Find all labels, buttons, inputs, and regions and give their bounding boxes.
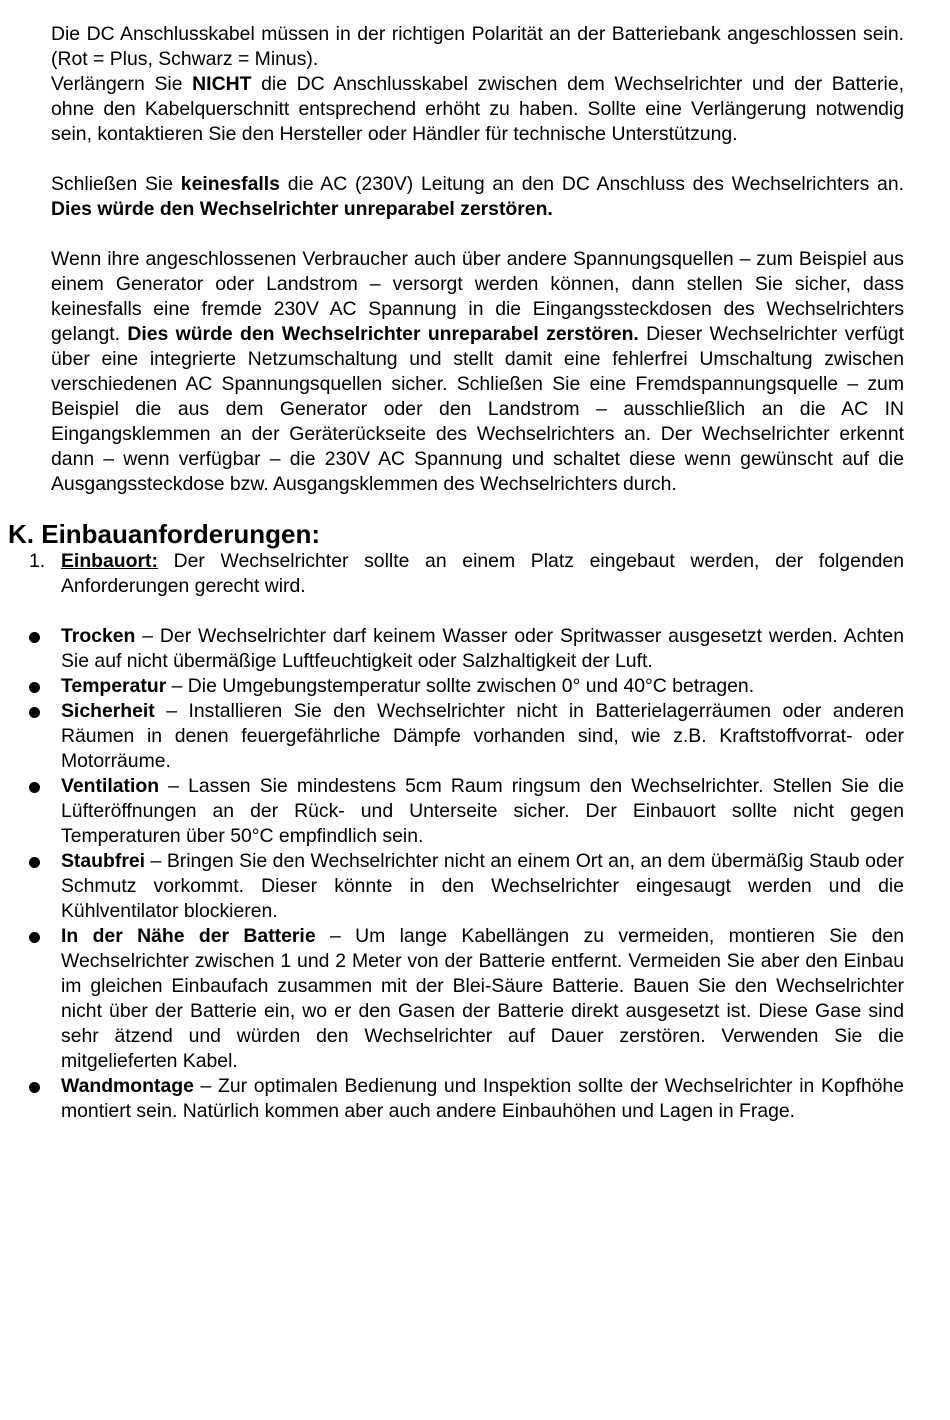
spacer	[0, 222, 950, 247]
text: Wenn ihre angeschlossenen Verbraucher auch über andere Spannungsquellen – zum Beispiel aus einem Generator oder Landstrom – versorgt werden können, dann stellen Sie sicher, dass keinesfalls eine fremde 230V AC Spannung in die Eingangssteckdosen des Wechselrichters gelangt.	[51, 248, 904, 345]
list-item	[61, 699, 904, 774]
text: – Bringen Sie den Wechselrichter nicht an einem Ort an, an dem übermäßig Staub oder Schmutz vorkommt. Dieser könnte in den Wechselrichter eingesaugt werden und die Kühlventilator blockieren.	[61, 850, 904, 922]
item-label: Staubfrei	[61, 850, 146, 872]
bullet-icon	[29, 632, 40, 643]
paragraph-polarity	[51, 22, 904, 147]
document-page	[0, 22, 950, 1124]
item-label: Wandmontage	[61, 1075, 194, 1097]
spacer	[0, 497, 950, 509]
item-label: Trocken	[61, 625, 136, 647]
warning-text: Dies würde den Wechselrichter unreparabel zerstören.	[51, 198, 553, 220]
requirements-list	[0, 624, 950, 1124]
text: – Lassen Sie mindestens 5cm Raum ringsum den Wechselrichter. Stellen Sie die Lüfteröffnungen an der Rück- und Unterseite sicher. Der Einbauort sollte nicht gegen Temperaturen über 50°C empfindlich sein.	[61, 775, 904, 847]
text: Der Wechselrichter sollte an einem Platz eingebaut werden, der folgenden Anforderungen gerecht wird.	[61, 550, 904, 597]
text: die DC Anschlusskabel zwischen dem Wechselrichter und der Batterie, ohne den Kabelquerschnitt entsprechend erhöht zu haben. Sollte eine Verlängerung notwendig sein, kontaktieren Sie den Hersteller oder Händler für technische Unterstützung.	[51, 73, 904, 145]
paragraph-external-sources	[51, 247, 904, 497]
text: – Um lange Kabellängen zu vermeiden, montieren Sie den Wechselrichter zwischen 1 und 2 Meter von der Batterie entfernt. Vermeiden Sie aber den Einbau im gleichen Einbaufach zusammen mit der Blei-Säure Batterie. Bauen Sie den Wechselrichter nicht über der Batterie ein, wo er den Gasen der Batterie direkt ausgesetzt ist. Diese Gase sind sehr ätzend und würden den Wechselrichter auf Dauer zerstören. Verwenden Sie die mitgelieferten Kabel.	[61, 925, 904, 1072]
list-item	[61, 624, 904, 674]
bullet-icon	[29, 1082, 40, 1093]
warning-text: Dies würde den Wechselrichter unreparabel zerstören.	[127, 323, 639, 345]
spacer	[0, 599, 950, 624]
emphasis: keinesfalls	[180, 173, 280, 195]
section-heading: K. Einbauanforderungen:	[8, 519, 320, 549]
item-label: Sicherheit	[61, 700, 155, 722]
text: – Der Wechselrichter darf keinem Wasser oder Spritwasser ausgesetzt werden. Achten Sie auf nicht übermäßige Luftfeuchtigkeit oder Salzhaltigkeit der Luft.	[61, 625, 904, 672]
text: – Installieren Sie den Wechselrichter nicht in Batterielagerräumen oder anderen Räumen in denen feuergefährliche Dämpfe vorhanden sind, wie z.B. Kraftstoffvorrat- oder Motorräume.	[61, 700, 904, 772]
text: Schließen Sie	[51, 173, 181, 195]
text: Die DC Anschlusskabel müssen in der richtigen Polarität an der Batteriebank angeschlossen sein. (Rot = Plus, Schwarz = Minus).	[51, 23, 904, 70]
item-label: In der Nähe der Batterie	[61, 925, 316, 947]
item-number: 1.	[29, 550, 46, 572]
list-item	[61, 1074, 904, 1124]
text: die AC (230V) Leitung an den DC Anschluss des Wechselrichters an.	[279, 173, 905, 195]
item-label: Einbauort:	[61, 550, 158, 572]
list-item	[61, 849, 904, 924]
bullet-icon	[29, 682, 40, 693]
bullet-icon	[29, 782, 40, 793]
text: Dieser Wechselrichter verfügt über eine integrierte Netzumschaltung und stellt damit eine fehlerfrei Umschaltung zwischen verschiedenen AC Spannungsquellen sicher. Schließen Sie eine Fremdspannungsquelle – zum Beispiel die aus dem Generator oder den Landstrom – ausschließlich an die AC IN Eingangsklemmen an der Geräterückseite des Wechselrichters an. Der Wechselrichter erkennt dann – wenn verfügbar – die 230V AC Spannung und schaltet diese wenn gewünscht auf die Ausgangssteckdose bzw. Ausgangsklemmen des Wechselrichters durch.	[51, 323, 904, 495]
list-item	[61, 674, 904, 699]
text: Verlängern Sie	[51, 73, 193, 95]
item-label: Temperatur	[61, 675, 167, 697]
list-item	[61, 774, 904, 849]
spacer	[0, 147, 950, 172]
numbered-item-einbauort	[29, 549, 904, 599]
bullet-icon	[29, 857, 40, 868]
text: – Die Umgebungstemperatur sollte zwischen 0° und 40°C betragen.	[166, 675, 755, 697]
item-label: Ventilation	[61, 775, 160, 797]
text: – Zur optimalen Bedienung und Inspektion sollte der Wechselrichter in Kopfhöhe montiert sein. Natürlich kommen aber auch andere Einbauhöhen und Lagen in Frage.	[61, 1075, 904, 1122]
list-item	[61, 924, 904, 1074]
bullet-icon	[29, 932, 40, 943]
paragraph-ac-warning	[51, 172, 904, 222]
bullet-icon	[29, 707, 40, 718]
emphasis: NICHT	[192, 73, 252, 95]
